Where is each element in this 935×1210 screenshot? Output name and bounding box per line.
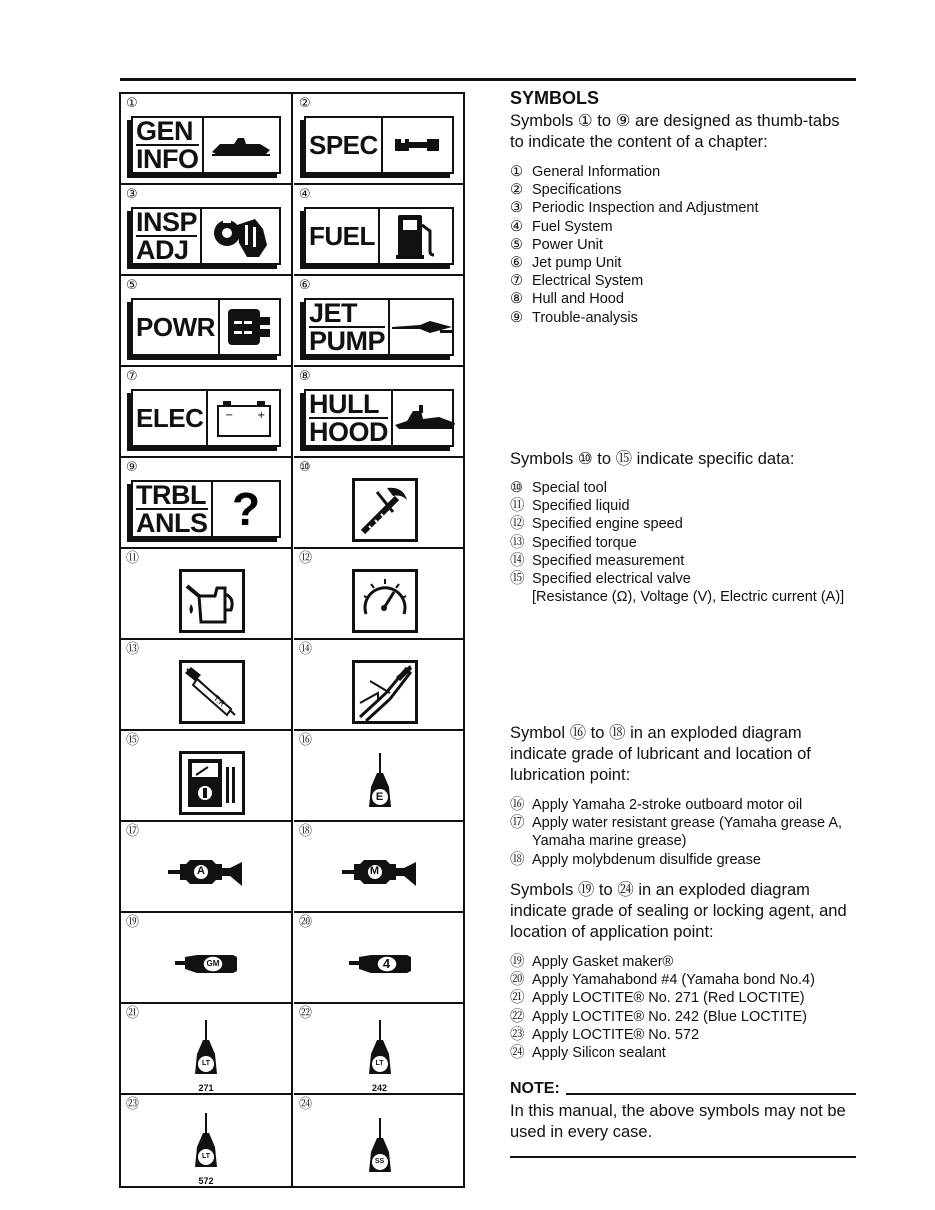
loctite-number: 242 <box>371 1083 388 1093</box>
tab-word: INFO <box>136 144 199 174</box>
loctite-bottle-icon <box>365 1018 395 1082</box>
list-item <box>510 236 856 254</box>
tab-label <box>133 118 204 172</box>
list-text: Specified measurement <box>532 552 685 569</box>
seal-section <box>510 880 856 1062</box>
list-text: Specified liquid <box>532 498 630 515</box>
list-text: Specified engine speed <box>532 516 683 533</box>
list-item <box>510 588 856 606</box>
list-item <box>510 814 856 850</box>
list-item <box>510 971 856 989</box>
symbol-cell <box>294 1004 465 1095</box>
symbol-cell <box>121 731 293 822</box>
list-item <box>510 1026 856 1044</box>
list-text: Apply Silicon sealant <box>532 1045 666 1062</box>
note-label: NOTE: <box>510 1080 560 1097</box>
list-marker: ⑤ <box>510 236 523 253</box>
svg-text:T.R: T.R <box>211 693 227 709</box>
symbol-letter: LT <box>201 1152 211 1160</box>
list-text: Apply LOCTITE® No. 242 (Blue LOCTITE) <box>532 1008 807 1025</box>
note-rule <box>566 1093 856 1095</box>
symbol-number: ⑫ <box>299 551 313 566</box>
list-item <box>510 1044 856 1062</box>
list-text: Apply LOCTITE® No. 271 (Red LOCTITE) <box>532 990 805 1007</box>
symbol-number: ⑨ <box>126 460 138 475</box>
symbol-letter: GM <box>206 958 220 968</box>
list-item <box>510 479 856 497</box>
battery-icon <box>208 391 279 445</box>
engine-icon <box>220 300 279 354</box>
list-marker: ⑥ <box>510 255 523 272</box>
list-text: Special tool <box>532 480 607 496</box>
list-text: Trouble-analysis <box>532 309 638 326</box>
list-item <box>510 552 856 570</box>
list-marker: ⑫ <box>510 516 525 533</box>
lube-section <box>510 723 856 869</box>
list-marker: ㉒ <box>510 1008 525 1025</box>
list-text: [Resistance (Ω), Voltage (V), Electric current (A)] <box>532 589 845 606</box>
tachometer-icon <box>352 569 418 633</box>
symbol-cell <box>294 458 465 549</box>
svg-text:+: + <box>256 410 266 421</box>
symbol-letter: SS <box>374 1158 385 1165</box>
list-marker: ④ <box>510 218 523 235</box>
symbol-graphic <box>121 931 291 998</box>
sealant-tube-icon <box>347 951 413 979</box>
symbol-cell <box>294 94 465 185</box>
tab-word: HULL <box>309 391 388 419</box>
symbol-cell <box>121 1095 293 1187</box>
symbol-cell <box>294 185 465 276</box>
symbol-number: ㉔ <box>299 1097 313 1112</box>
list-item <box>510 570 856 588</box>
list-text: Apply Gasket maker® <box>532 954 674 970</box>
symbol-cell <box>294 913 465 1004</box>
symbol-graphic <box>294 1113 465 1183</box>
symbol-cell <box>294 549 465 640</box>
list-marker <box>510 588 532 606</box>
symbol-cell <box>121 94 293 185</box>
jetski-icon <box>204 118 280 172</box>
tab-label <box>306 300 390 354</box>
symbol-number: ② <box>299 96 311 111</box>
svg-text:?: ? <box>231 483 260 535</box>
symbols-section <box>510 88 856 327</box>
list-item <box>510 181 856 199</box>
tab-label <box>306 391 393 445</box>
symbol-number: ⑱ <box>299 824 313 839</box>
symbol-cell <box>294 276 465 367</box>
silicon-bottle-icon <box>365 1116 395 1180</box>
thumb-tab <box>131 480 281 538</box>
data-intro: Symbols ⑩ to ⑮ indicate specific data: <box>510 450 795 468</box>
sealant-tube-icon <box>173 951 239 979</box>
list-item <box>510 534 856 552</box>
list-item <box>510 254 856 272</box>
list-marker: ㉑ <box>510 990 525 1007</box>
question-icon <box>213 482 280 536</box>
special-tool-icon <box>352 478 418 542</box>
list-marker: ⑰ <box>510 815 525 832</box>
data-section <box>510 449 856 606</box>
top-rule <box>120 78 856 81</box>
list-text: Specified torque <box>532 534 637 551</box>
symbol-cell <box>121 1004 293 1095</box>
tab-word: INSP <box>136 207 198 237</box>
tab-word: PUMP <box>309 326 386 356</box>
list-text: Fuel System <box>532 218 613 235</box>
bottom-rule <box>510 1156 856 1158</box>
tab-word: JET <box>309 300 385 328</box>
symbol-number: ③ <box>126 187 138 202</box>
list-marker: ⑨ <box>510 309 523 326</box>
symbol-cell <box>294 822 465 913</box>
symbol-number: ⑭ <box>299 642 313 657</box>
list-marker: ③ <box>510 200 523 217</box>
wrench-spec-icon <box>383 118 452 172</box>
symbol-cell <box>121 185 293 276</box>
tab-word: ANLS <box>136 508 208 538</box>
fuel-pump-icon <box>380 209 452 263</box>
thumb-tab <box>131 298 281 356</box>
symbol-number: ⑤ <box>126 278 138 293</box>
symbol-letter: LT <box>375 1060 384 1067</box>
symbol-number: ⑲ <box>126 915 140 930</box>
list-item <box>510 309 856 327</box>
seal-intro: Symbols ⑲ to ㉔ in an exploded diagram indicate grade of sealing or locking agent, and location of application point: <box>510 881 847 941</box>
tab-label <box>133 209 202 263</box>
list-item <box>510 497 856 515</box>
wrench-hand-icon <box>202 209 279 263</box>
torque-wrench-icon <box>179 660 245 724</box>
list-text: Periodic Inspection and Adjustment <box>532 200 759 217</box>
symbol-cell <box>121 913 293 1004</box>
symbol-number: ⑧ <box>299 369 311 384</box>
symbol-number: ⑰ <box>126 824 140 839</box>
symbol-number: ⑳ <box>299 915 313 930</box>
symbol-cell <box>121 367 293 458</box>
list-item <box>510 199 856 217</box>
svg-text:−: − <box>224 410 234 421</box>
tab-label <box>133 300 220 354</box>
list-marker: ⑯ <box>510 797 525 813</box>
list-marker: ⑭ <box>510 552 525 569</box>
symbol-number: ⑯ <box>299 733 313 748</box>
list-marker: ⑦ <box>510 273 523 290</box>
tab-word: POWR <box>136 312 215 342</box>
symbol-cell <box>121 458 293 549</box>
data-list <box>510 479 856 606</box>
list-marker: ⑳ <box>510 972 525 989</box>
list-item <box>510 953 856 971</box>
tab-label <box>306 118 383 172</box>
loctite-bottle-icon <box>191 1111 221 1175</box>
symbol-graphic <box>294 840 465 907</box>
caliper-icon <box>352 660 418 724</box>
note-text: In this manual, the above symbols may not be used in every case. <box>510 1102 846 1141</box>
thumb-tab <box>131 207 281 265</box>
section-title: SYMBOLS <box>510 88 600 108</box>
multimeter-icon <box>179 751 245 815</box>
jet-pump-icon <box>390 300 456 354</box>
list-marker: ㉓ <box>510 1026 525 1043</box>
symbol-cell <box>294 731 465 822</box>
list-marker: ⑧ <box>510 291 523 308</box>
thumb-tab <box>131 116 281 174</box>
thumb-tab <box>304 298 454 356</box>
oil-bottle-icon <box>365 751 395 815</box>
tab-word: ADJ <box>136 235 189 265</box>
note-section <box>510 1080 856 1143</box>
grease-gun-icon <box>340 858 420 890</box>
symbol-grid <box>119 92 465 1188</box>
symbol-letter: E <box>375 790 384 803</box>
symbol-letter: M <box>369 864 380 877</box>
list-marker: ⑩ <box>510 480 523 496</box>
symbol-cell <box>121 549 293 640</box>
list-text: Apply water resistant grease (Yamaha grease A, Yamaha marine grease) <box>532 815 843 850</box>
lube-intro: Symbol ⑯ to ⑱ in an exploded diagram indicate grade of lubricant and location of lubrication point: <box>510 724 811 784</box>
list-marker: ⑲ <box>510 954 525 970</box>
note-heading <box>510 1080 856 1098</box>
symbol-graphic <box>121 1022 291 1093</box>
symbol-number: ⑦ <box>126 369 138 384</box>
thumb-tab <box>304 389 454 447</box>
list-item <box>510 989 856 1007</box>
symbol-graphic <box>121 840 291 907</box>
list-marker: ㉔ <box>510 1045 525 1062</box>
symbol-letter: 4 <box>382 955 391 971</box>
list-item <box>510 796 856 814</box>
chapter-list <box>510 163 856 327</box>
symbol-number: ㉒ <box>299 1006 313 1021</box>
tab-word: HOOD <box>309 417 388 447</box>
list-marker: ⑪ <box>510 498 525 515</box>
symbol-number: ⑩ <box>299 460 311 475</box>
seal-list <box>510 953 856 1062</box>
symbol-cell <box>121 822 293 913</box>
loctite-bottle-icon <box>191 1018 221 1082</box>
list-text: Electrical System <box>532 273 644 290</box>
list-text: Jet pump Unit <box>532 255 622 272</box>
symbol-number: ㉓ <box>126 1097 140 1112</box>
list-text: Specified electrical valve <box>532 571 691 588</box>
tab-word: ELEC <box>136 403 204 433</box>
list-text: Specifications <box>532 182 622 199</box>
symbol-cell <box>294 1095 465 1187</box>
list-text: Hull and Hood <box>532 291 624 308</box>
list-marker: ⑬ <box>510 534 525 551</box>
tab-label <box>133 482 213 536</box>
symbol-graphic <box>294 1022 465 1093</box>
symbol-number: ① <box>126 96 138 111</box>
list-text: Apply LOCTITE® No. 572 <box>532 1026 700 1043</box>
list-text: Power Unit <box>532 236 603 253</box>
lube-list <box>510 796 856 869</box>
symbol-cell <box>294 367 465 458</box>
tab-label <box>306 209 380 263</box>
chapter-intro: Symbols ① to ⑨ are designed as thumb-tabs to indicate the content of a chapter: <box>510 112 840 151</box>
list-item <box>510 851 856 869</box>
list-marker: ② <box>510 182 523 199</box>
symbol-number: ⑮ <box>126 733 140 748</box>
symbol-letter: A <box>197 864 205 877</box>
symbol-cell <box>121 640 293 731</box>
list-item <box>510 515 856 533</box>
list-marker: ⑮ <box>510 571 525 588</box>
list-text: Apply Yamahabond #4 (Yamaha bond No.4) <box>532 972 815 989</box>
symbol-letter: LT <box>201 1060 211 1067</box>
list-text: Apply Yamaha 2-stroke outboard motor oil <box>532 797 803 813</box>
list-item <box>510 272 856 290</box>
grease-gun-icon <box>166 858 246 890</box>
tab-word: GEN <box>136 118 199 146</box>
symbol-graphic <box>294 749 465 816</box>
list-marker: ⑱ <box>510 851 525 868</box>
watercraft-icon <box>393 391 459 445</box>
symbol-cell <box>121 276 293 367</box>
list-text: Apply molybdenum disulfide grease <box>532 851 761 868</box>
list-item <box>510 218 856 236</box>
list-item <box>510 1008 856 1026</box>
tab-label <box>133 391 208 445</box>
list-text: General Information <box>532 164 661 180</box>
symbol-cell <box>294 640 465 731</box>
thumb-tab <box>131 389 281 447</box>
symbol-graphic <box>294 931 465 998</box>
oil-can-icon <box>179 569 245 633</box>
list-item <box>510 163 856 181</box>
symbol-number: ⑬ <box>126 642 140 657</box>
symbol-graphic <box>121 1113 291 1186</box>
loctite-number: 572 <box>198 1175 214 1186</box>
tab-word: TRBL <box>136 480 206 510</box>
symbol-number: ⑪ <box>126 551 140 566</box>
list-item <box>510 290 856 308</box>
loctite-number: 271 <box>198 1083 214 1093</box>
symbol-number: ㉑ <box>126 1006 140 1021</box>
thumb-tab <box>304 116 454 174</box>
symbol-number: ④ <box>299 187 311 202</box>
tab-word: SPEC <box>309 130 378 160</box>
thumb-tab <box>304 207 454 265</box>
list-marker: ① <box>510 164 523 180</box>
tab-word: FUEL <box>309 221 375 251</box>
symbol-number: ⑥ <box>299 278 311 293</box>
